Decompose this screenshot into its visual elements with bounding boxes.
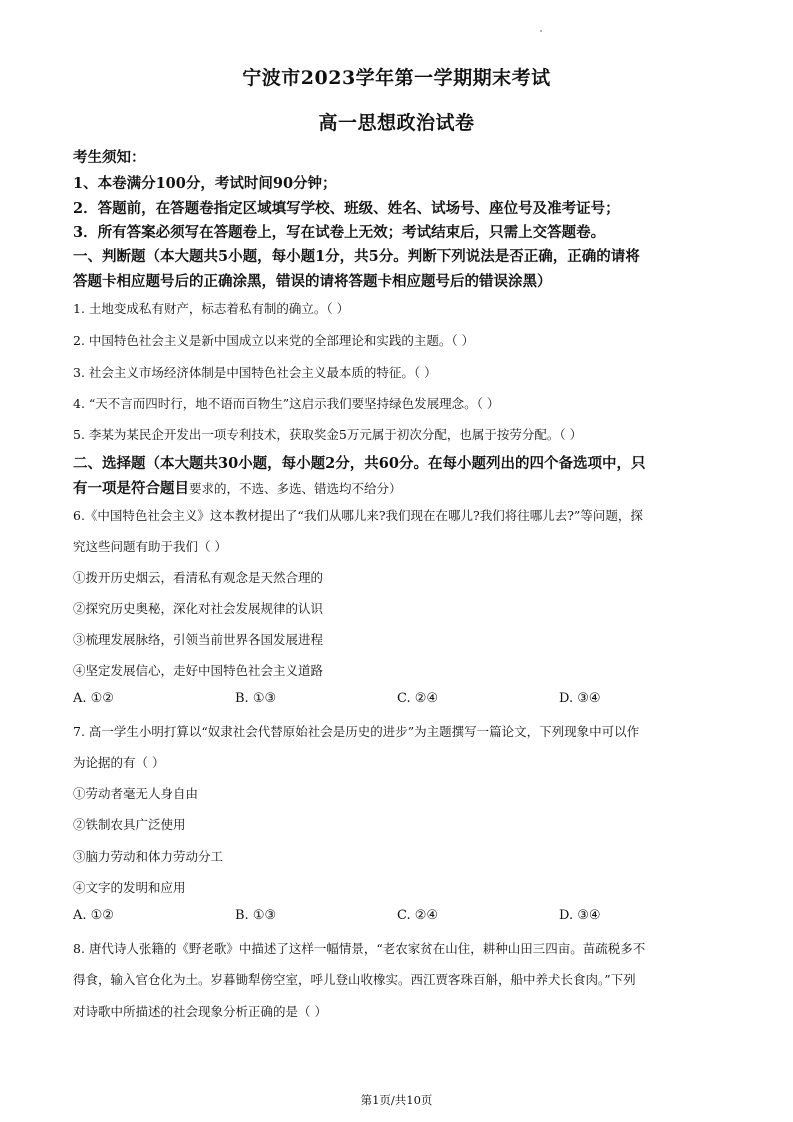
- q6-option-c: C. ②④: [397, 691, 439, 706]
- q7-stem-line2: 为论据的有（ ）: [73, 755, 165, 770]
- notice-item-2: 2．答题前，在答题卷指定区域填写学校、班级、姓名、试场号、座位号及准考证号；: [73, 200, 620, 217]
- section1-heading-line1: 一、判断题（本大题共5小题，每小题1分，共5分。判断下列说法是否正确，正确的请将: [73, 248, 640, 265]
- q6-item-3: ③梳理发展脉络，引领当前世界各国发展进程: [73, 632, 324, 647]
- q7-item-1: ①劳动者毫无人身自由: [73, 786, 199, 801]
- notice-heading: 考生须知：: [73, 149, 146, 166]
- q7-option-b: B. ①③: [235, 908, 277, 923]
- q6-item-4: ④坚定发展信心，走好中国特色社会主义道路: [73, 663, 324, 678]
- judge-question-2: 2. 中国特色社会主义是新中国成立以来党的全部理论和实践的主题。（ ）: [73, 333, 475, 348]
- notice-item-3: 3．所有答案必须写在答题卷上，写在试卷上无效；考试结束后，只需上交答题卷。: [73, 224, 606, 241]
- page-number: 第1页/共10页: [360, 1093, 433, 1107]
- q8-stem-line1: 8. 唐代诗人张籍的《野老歌》中描述了这样一幅情景，“老农家贫在山住，耕种山田三四亩。苗疏税多不: [73, 941, 646, 956]
- q6-stem-line1: 6.《中国特色社会主义》这本教材提出了“我们从哪儿来?我们现在在哪儿?我们将往哪儿去?”等问题，探: [73, 508, 643, 523]
- q7-item-2: ②铁制农具广泛使用: [73, 817, 186, 832]
- judge-question-5: 5. 李某为某民企开发出一项专利技术，获取奖金5万元属于初次分配，也属于按劳分配。（ ）: [73, 427, 583, 442]
- q6-option-b: B. ①③: [235, 691, 277, 706]
- judge-question-1: 1. 土地变成私有财产，标志着私有制的确立。（ ）: [73, 301, 350, 316]
- q6-option-a: A. ①②: [73, 691, 114, 706]
- q8-stem-line3: 对诗歌中所描述的社会现象分析正确的是（ ）: [73, 1004, 327, 1019]
- section2-heading-line2: [73, 477, 723, 498]
- section2-heading-bold: 有一项是符合题目: [73, 480, 189, 497]
- section2-heading-line1: 二、选择题（本大题共30小题，每小题2分，共60分。在每小题列出的四个备选项中，只: [73, 455, 646, 472]
- judge-question-4: 4. “天不言而四时行，地不语而百物生”这启示我们要坚持绿色发展理念。（ ）: [73, 396, 500, 411]
- exam-title: 宁波市2023学年第一学期期末考试: [242, 67, 551, 89]
- judge-question-3: 3. 社会主义市场经济体制是中国特色社会主义最本质的特征。（ ）: [73, 365, 437, 380]
- exam-subtitle: 高一思想政治试卷: [318, 112, 475, 134]
- q7-item-4: ④文字的发明和应用: [73, 880, 186, 895]
- q6-stem-line2: 究这些问题有助于我们（ ）: [73, 539, 227, 554]
- q7-option-a: A. ①②: [73, 908, 114, 923]
- q7-stem-line1: 7. 高一学生小明打算以“奴隶社会代替原始社会是历史的进步”为主题撰写一篇论文，下列现象中可以作: [73, 724, 640, 739]
- q7-option-d: D. ③④: [559, 908, 601, 923]
- notice-item-1: 1、本卷满分100分，考试时间90分钟；: [73, 175, 337, 192]
- q7-option-c: C. ②④: [397, 908, 439, 923]
- scan-dot: [540, 30, 542, 32]
- q7-item-3: ③脑力劳动和体力劳动分工: [73, 849, 224, 864]
- q8-stem-line2: 得食，输入官仓化为土。岁暮锄犁傍空室，呼儿登山收橡实。西江贾客珠百斛，船中养犬长食肉。”下列: [73, 972, 636, 987]
- q6-option-d: D. ③④: [559, 691, 601, 706]
- q6-item-1: ①拨开历史烟云，看清私有观念是天然合理的: [73, 570, 324, 585]
- section2-heading-normal: 要求的，不选、多选、错选均不给分）: [189, 481, 402, 496]
- q6-item-2: ②探究历史奥秘，深化对社会发展规律的认识: [73, 601, 324, 616]
- section1-heading-line2: 答题卡相应题号后的正确涂黑，错误的请将答题卡相应题号后的错误涂黑）: [73, 273, 552, 290]
